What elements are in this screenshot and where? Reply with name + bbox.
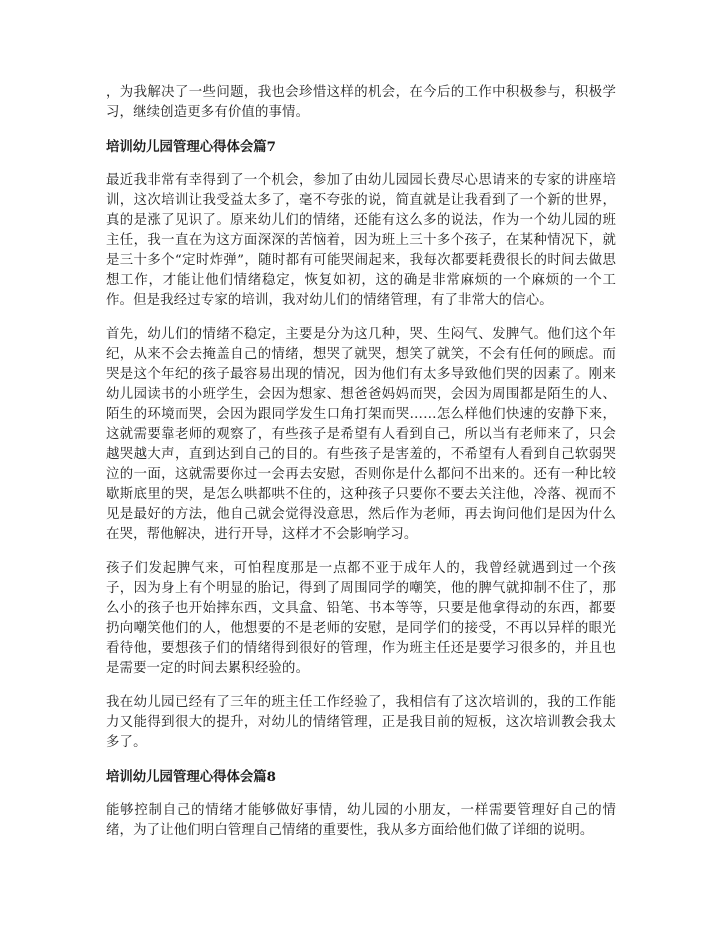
paragraph-7-2: 首先，幼儿们的情绪不稳定，主要是分为这几种，哭、生闷气、发脾气。他们这个年纪，从来不会去掩盖自己的情绪，想哭了就哭，想笑了就笑，不会有任何的顾虑。而哭是这个年纪的孩子最容易出现的情况，因为他们有太多导致他们哭的因素了。刚来幼儿园读书的小班学生，会因为想家、想爸爸妈妈而哭，会因为周围都是陌生的人、陌生的环境而哭，会因为跟同学发生口角打架而哭……怎么样他们快速的安静下来，这就需要靠老师的观察了，有些孩子是希望有人看到自己，所以当有老师来了，只会越哭越大声，直到达到自己的目的。有些孩子是害羞的，不希望有人看到自己软弱哭泣的一面，这就需要你过一会再去安慰，否则你是什么都问不出来的。还有一种比较歇斯底里的哭，是怎么哄都哄不住的，这种孩子只要你不要去关注他，冷落、视而不见是最好的方法，他自己就会觉得没意思，然后作为老师，再去询问他们是因为什么在哭，帮他解决，进行开导，这样才不会影响学习。 [106,327,616,542]
section-heading-7: 培训幼儿园管理心得体会篇7 [106,139,277,155]
paragraph-7-1: 最近我非常有幸得到了一个机会，参加了由幼儿园园长费尽心思请来的专家的讲座培训，这次培训让我受益太多了，毫不夸张的说，简直就是让我看到了一个新的世界，真的是涨了见识了。原来幼儿们的情绪，还能有这么多的说法，作为一个幼儿园的班主任，我一直在为这方面深深的苦恼着，因为班上三十多个孩子，在某种情况下，就是三十多个“定时炸弹”，随时都有可能哭闹起来，我每次都要耗费很长的时间去做思想工作，才能让他们情绪稳定，恢复如初，这的确是非常麻烦的一个麻烦的一个工作。但是我经过专家的培训，我对幼儿们的情绪管理，有了非常大的信心。 [106,173,616,308]
paragraph-8-1: 能够控制自己的情绪才能够做好事情，幼儿园的小朋友，一样需要管理好自己的情绪，为了让他们明白管理自己情绪的重要性，我从多方面给他们做了详细的说明。 [106,803,616,838]
document-body [106,83,616,855]
paragraph-intro-continued: ，为我解决了一些问题，我也会珍惜这样的机会，在今后的工作中积极参与，积极学习，继续创造更多有价值的事情。 [106,85,616,120]
paragraph-7-4: 我在幼儿园已经有了三年的班主任工作经验了，我相信有了这次培训的，我的工作能力又能得到很大的提升，对幼儿的情绪管理，正是我目前的短板，这次培训教会我太多了。 [106,695,616,750]
paragraph-7-3: 孩子们发起脾气来，可怕程度那是一点都不亚于成年人的，我曾经就遇到过一个孩子，因为身上有个明显的胎记，得到了周围同学的嘲笑，他的脾气就抑制不住了，那么小的孩子也开始摔东西，文具盒、铅笔、书本等等，只要是他拿得动的东西，都要扔向嘲笑他们的人，他想要的不是老师的安慰，是同学们的接受，不再以异样的眼光看待他，要想孩子们的情绪得到很好的管理，作为班主任还是要学习很多的，并且也是需要一定的时间去累积经验的。 [106,561,616,676]
section-heading-8: 培训幼儿园管理心得体会篇8 [106,769,277,785]
